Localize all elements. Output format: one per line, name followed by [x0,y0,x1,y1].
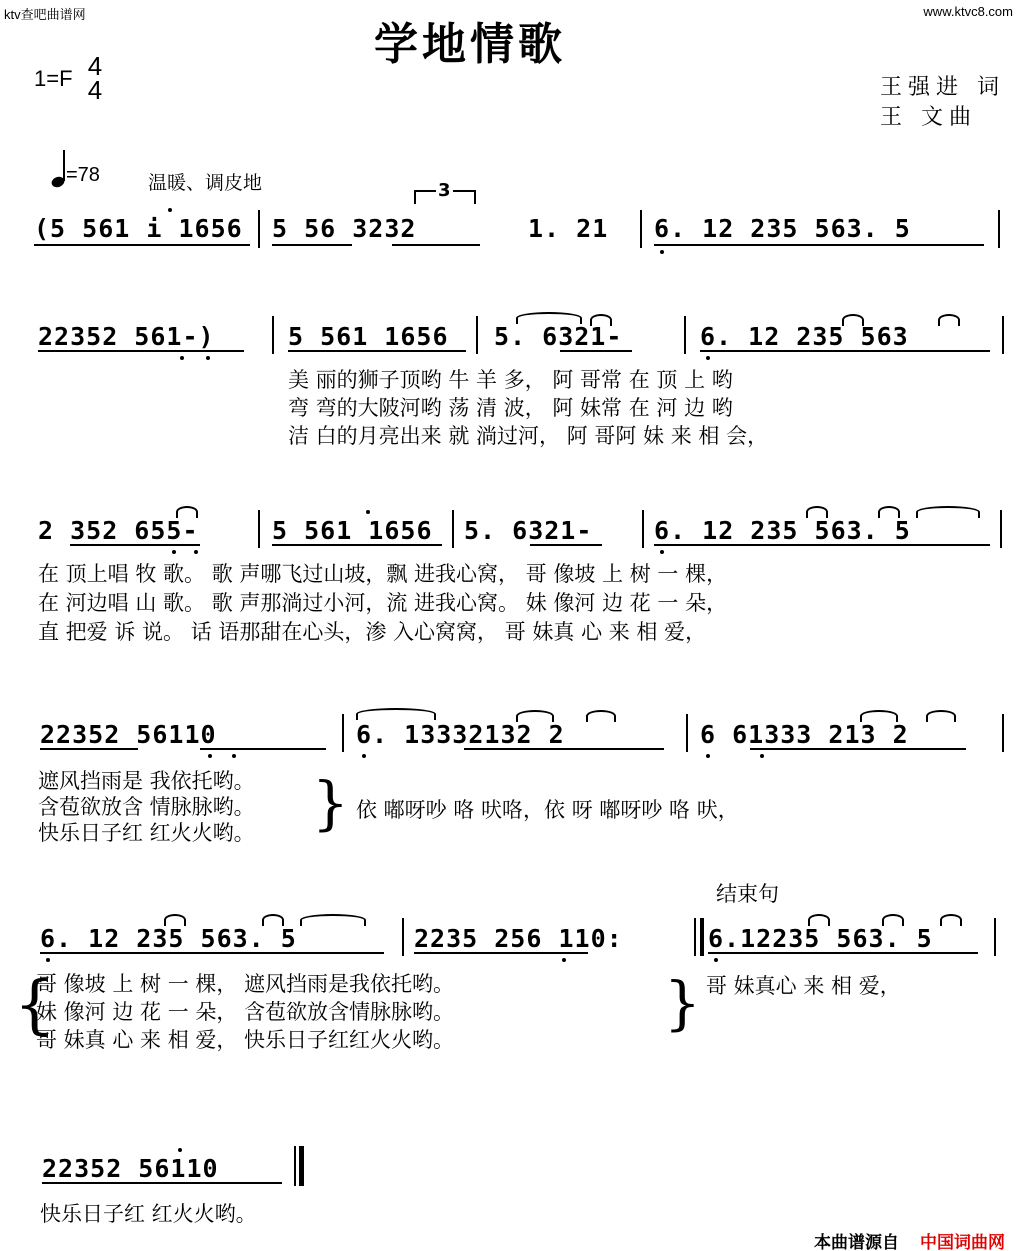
measure: 6. 13332132 2 [356,720,565,749]
measure: 1. 21 [528,214,609,243]
refrain-lyric: 依 嘟呀吵 咯 吠咯，依 呀 嘟呀吵 咯 吠， [356,798,739,822]
measure: 22352 56110 [40,720,217,749]
song-title: 学地情歌 [374,19,566,70]
barline [998,210,1000,248]
measure: 6.12235 563. 5 [708,924,933,953]
lyrics-block [36,970,454,1054]
measure: 6. 12 235 563. 5 [654,516,911,545]
measure: 5. 6321- [464,516,593,545]
measure: 5 561 1656 [272,516,433,545]
key-signature: 1=F [34,66,73,91]
lyric-line: 遮风挡雨是 我依托哟。 [38,769,255,793]
triplet-number: 3 [438,180,451,201]
measure: 6. 12 235 563. 5 [40,924,297,953]
watermark-left: ktv查吧曲谱网 [4,7,86,22]
barline [684,316,686,354]
lyric-line: 在 河边唱 山 歌。 歌 声那淌过小河，流 进我心窝。 妹 像河 边 花 一 朵， [38,591,728,615]
lyric-line: 含苞欲放含 情脉脉哟。 [38,795,255,819]
lyric-line: 妹 像河 边 花 一 朵， 含苞欲放含情脉脉哟。 [36,1000,455,1024]
lyricist-credit: 王强进 词 [880,75,1005,100]
measure: 5 561 1656 [288,322,449,351]
composer-credit: 王 文曲 [880,105,977,130]
lyric-line: 哥 妹真 心 来 相 爱， 快乐日子红红火火哟。 [36,1028,455,1052]
measure: (5 561 i 1656 [34,214,243,243]
time-signature [86,51,104,105]
left-brace: { [14,968,55,1042]
lyric-line: 直 把爱 诉 说。 话 语那甜在心头，渗 入心窝窝， 哥 妹真 心 来 相 爱， [38,620,707,644]
footer-source: 本曲谱源自 [814,1233,899,1251]
tempo-marking: =78 [66,164,100,186]
lyric-line: 快乐日子红 红火火哟。 [38,821,255,845]
ending-lyric: 哥 妹真心 来 相 爱， [706,974,901,998]
repeat-barline-thick [700,918,704,956]
barline [258,510,260,548]
repeat-barline [694,918,696,956]
lyric-line: 快乐日子红 红火火哟。 [40,1202,257,1226]
right-brace: } [664,969,701,1037]
lyrics-block [288,366,768,450]
lyric-line: 哥 像坡 上 树 一 棵， 遮风挡雨是我依托哟。 [36,972,455,996]
time-signature-bottom: 4 [87,75,103,105]
lyric-line: 洁 白的月亮出来 就 淌过河， 阿 哥阿 妹 来 相 会， [288,424,769,448]
barline [1000,510,1002,548]
barline [1002,714,1004,752]
measure: 2 352 655- [38,516,199,545]
watermark-right: www.ktvc8.com [923,4,1013,19]
lyric-line: 美 丽的狮子顶哟 牛 羊 多， 阿 哥常 在 顶 上 哟 [288,368,733,392]
footer-site-link[interactable]: 中国词曲网 [920,1233,1005,1251]
barline [642,510,644,548]
barline [1002,316,1004,354]
measure: 2235 256 110: [414,924,623,953]
lyric-line: 弯 弯的大陂河哟 荡 清 波， 阿 妹常 在 河 边 哟 [288,396,733,420]
lyrics-block [38,768,255,846]
barline [402,918,404,956]
measure: 5. 6321- [494,322,623,351]
measure: 6. 12 235 563 [700,322,909,351]
right-brace: } [312,769,349,837]
final-barline-thick [299,1146,304,1186]
barline [994,918,996,956]
barline [272,316,274,354]
ending-label: 结束句 [716,882,779,906]
barline [452,510,454,548]
barline [640,210,642,248]
time-signature-top: 4 [87,51,103,81]
measure: 6 61333 213 2 [700,720,909,749]
lyrics-block [38,560,727,647]
barline [476,316,478,354]
barline [686,714,688,752]
measure: 5 56 3232 [272,214,417,243]
barline [258,210,260,248]
barline [342,714,344,752]
final-barline [294,1146,296,1186]
lyric-line: 在 顶上唱 牧 歌。 歌 声哪飞过山坡，飘 进我心窝， 哥 像坡 上 树 一 棵， [38,562,728,586]
measure: 22352 56110 [42,1154,219,1183]
measure: 6. 12 235 563. 5 [654,214,911,243]
measure: 22352 561-) [38,322,215,351]
expression-marking: 温暖、调皮地 [148,172,263,194]
